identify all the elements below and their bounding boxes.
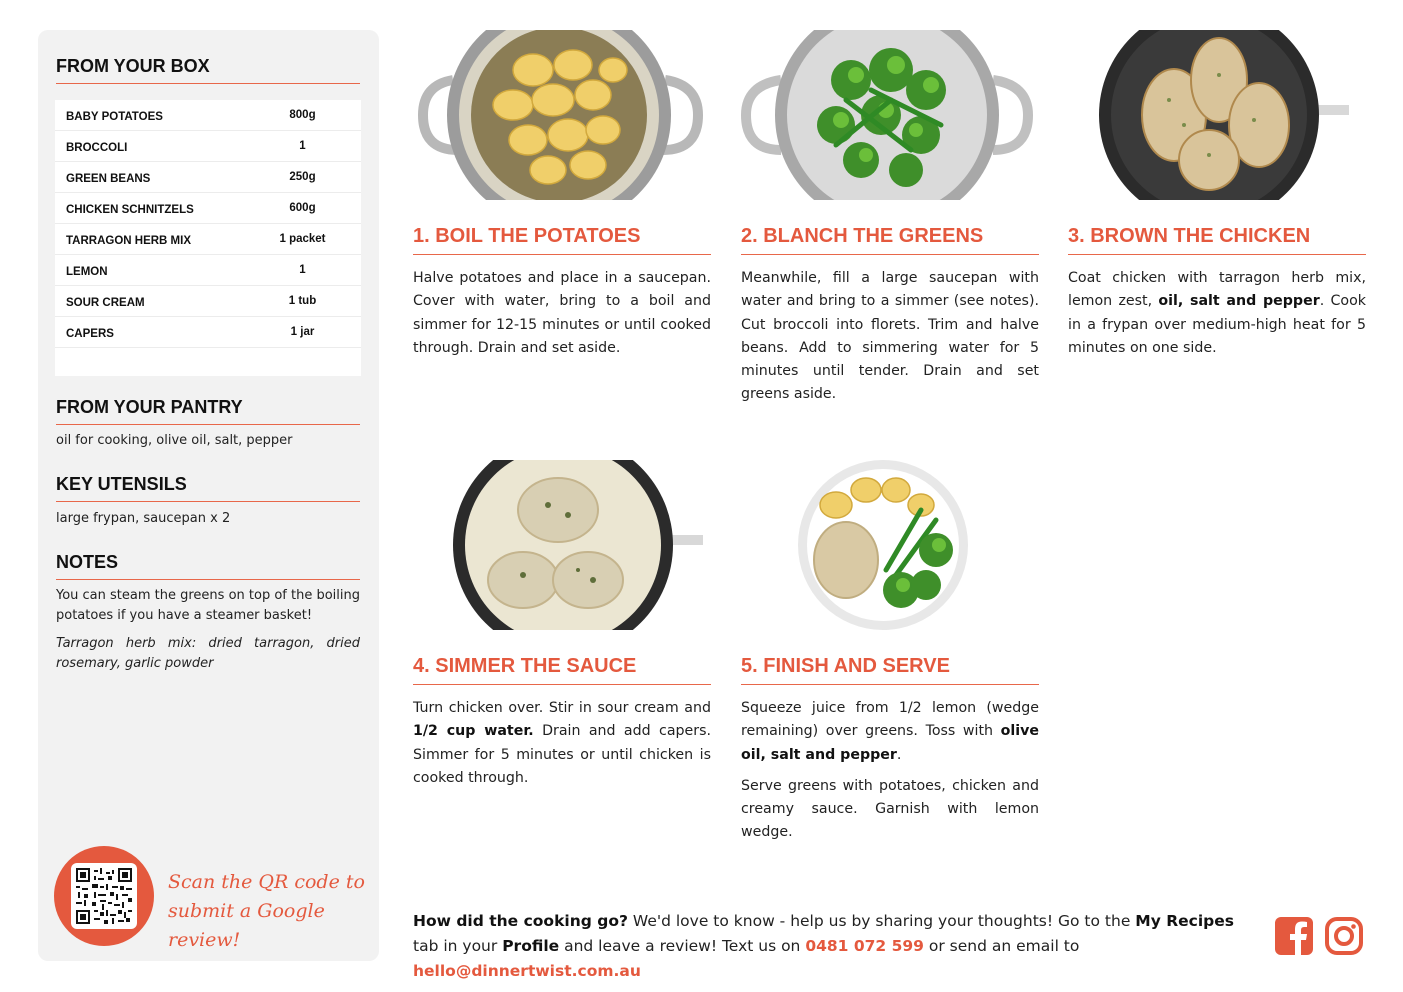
step-5-text-1: [741, 697, 1039, 767]
step-3-text: [1068, 267, 1366, 360]
step-2-text: Meanwhile, fill a large saucepan with water and bring to a simmer (see notes). Cut broccoli into florets. Trim and halve beans. Add to simmering water for 5 minutes until tender. Drain and set greens aside.: [741, 270, 1039, 403]
ingredient-name: LEMON: [66, 266, 108, 278]
ingredient-qty: 1 packet: [279, 233, 326, 245]
ingredient-name: BABY POTATOES: [66, 111, 163, 123]
step-3-text-a: Coat chicken with tarragon herb mix, lemon zest,: [1068, 270, 1366, 310]
step-4-text: [413, 697, 711, 790]
email-link[interactable]: hello@dinnertwist.com.au: [413, 962, 641, 980]
ingredient-name: BROCCOLI: [66, 142, 128, 154]
ingredient-row: [55, 224, 361, 255]
step-5-title: 5. FINISH AND SERVE: [741, 655, 1039, 685]
phone-link[interactable]: 0481 072 599: [805, 937, 924, 955]
qr-badge[interactable]: [54, 846, 154, 946]
step-4-title: 4. SIMMER THE SAUCE: [413, 655, 711, 685]
qr-caption-line1: Scan the QR code to: [168, 871, 365, 893]
pantry-text: oil for cooking, olive oil, salt, pepper: [56, 433, 293, 448]
footer-my-recipes: My Recipes: [1135, 912, 1234, 930]
note-herb-mix: Tarragon herb mix: dried tarragon, dried rosemary, garlic powder: [56, 636, 360, 671]
ingredient-name: SOUR CREAM: [66, 297, 145, 309]
ingredient-qty: 1 jar: [290, 326, 315, 338]
step-1-body: [413, 267, 711, 360]
ingredient-row: [55, 255, 361, 286]
ingredient-row: [55, 286, 361, 317]
footer-text-4: or send an email to: [923, 937, 1080, 955]
step-5-text-c: .: [896, 746, 902, 763]
note-steamer: You can steam the greens on top of the boiling potatoes if you have a steamer basket!: [56, 588, 360, 623]
feedback-footer: [413, 909, 1263, 984]
ingredient-qty: 250g: [289, 171, 316, 183]
step-2-body: [741, 267, 1039, 407]
plated-dish-photo: [741, 460, 1033, 630]
footer-text-3: and leave a review! Text us on: [559, 937, 806, 955]
ingredient-row: [55, 131, 361, 162]
step-4-text-a: Turn chicken over. Stir in sour cream and: [413, 700, 711, 716]
facebook-icon[interactable]: [1275, 917, 1313, 955]
step-3-title: 3. BROWN THE CHICKEN: [1068, 225, 1366, 255]
potatoes-pot-photo: [413, 30, 705, 200]
step-3-body: [1068, 267, 1366, 360]
greens-pot-photo: [741, 30, 1033, 200]
footer-question: How did the cooking go?: [413, 912, 628, 930]
utensils-text: large frypan, saucepan x 2: [56, 511, 231, 526]
footer-text-2: tab in your: [413, 937, 503, 955]
ingredient-name: GREEN BEANS: [66, 173, 151, 185]
ingredient-name: CHICKEN SCHNITZELS: [66, 204, 194, 216]
ingredient-name: CAPERS: [66, 328, 114, 340]
ingredient-row: [55, 162, 361, 193]
ingredient-row: [55, 100, 361, 131]
step-5-text-a: Squeeze juice from 1/2 lemon (wedge remaining) over greens. Toss with: [741, 700, 1039, 740]
footer-text-1: We'd love to know - help us by sharing your thoughts! Go to the: [627, 912, 1136, 930]
ingredient-table: [55, 100, 361, 376]
pantry-heading: FROM YOUR PANTRY: [56, 397, 360, 425]
qr-code-icon: [76, 868, 132, 924]
step-5-text-2: Serve greens with potatoes, chicken and creamy sauce. Garnish with lemon wedge.: [741, 777, 1039, 841]
step-1-text: Halve potatoes and place in a saucepan. Cover with water, bring to a boil and simmer for 12-15 minutes or until cooked through. Drain and set aside.: [413, 270, 711, 356]
step-4-text-bold: 1/2 cup water.: [413, 723, 534, 740]
step-1-title: 1. BOIL THE POTATOES: [413, 225, 711, 255]
qr-caption-line2: submit a Google review!: [168, 900, 325, 951]
ingredient-qty: 1: [299, 140, 306, 152]
step-5-text-bold: olive oil, salt and pepper: [741, 723, 1039, 763]
footer-profile: Profile: [502, 937, 560, 955]
step-2-title: 2. BLANCH THE GREENS: [741, 225, 1039, 255]
ingredient-qty: 1: [299, 264, 306, 276]
instagram-icon[interactable]: [1325, 917, 1363, 955]
notes-heading: NOTES: [56, 552, 360, 580]
ingredients-panel: [38, 30, 379, 961]
chicken-frypan-photo: [1069, 30, 1361, 200]
sauce-frypan-photo: [413, 460, 705, 630]
step-3-text-bold: oil, salt and pepper: [1158, 293, 1320, 310]
from-your-box-heading: FROM YOUR BOX: [56, 56, 360, 84]
step-4-text-c: Drain and add capers. Simmer for 5 minutes or until chicken is cooked through.: [413, 723, 711, 786]
utensils-heading: KEY UTENSILS: [56, 474, 360, 502]
ingredient-qty: 1 tub: [288, 295, 317, 307]
step-3-text-c: . Cook in a frypan over medium-high heat for 5 minutes on one side.: [1068, 293, 1366, 356]
ingredient-qty: 800g: [289, 109, 316, 121]
ingredient-row: [55, 317, 361, 348]
step-4-body: [413, 697, 711, 790]
ingredient-qty: 600g: [289, 202, 316, 214]
ingredient-name: TARRAGON HERB MIX: [66, 235, 192, 247]
ingredient-row: [55, 193, 361, 224]
step-5-body: [741, 697, 1039, 845]
qr-caption: [168, 868, 368, 955]
